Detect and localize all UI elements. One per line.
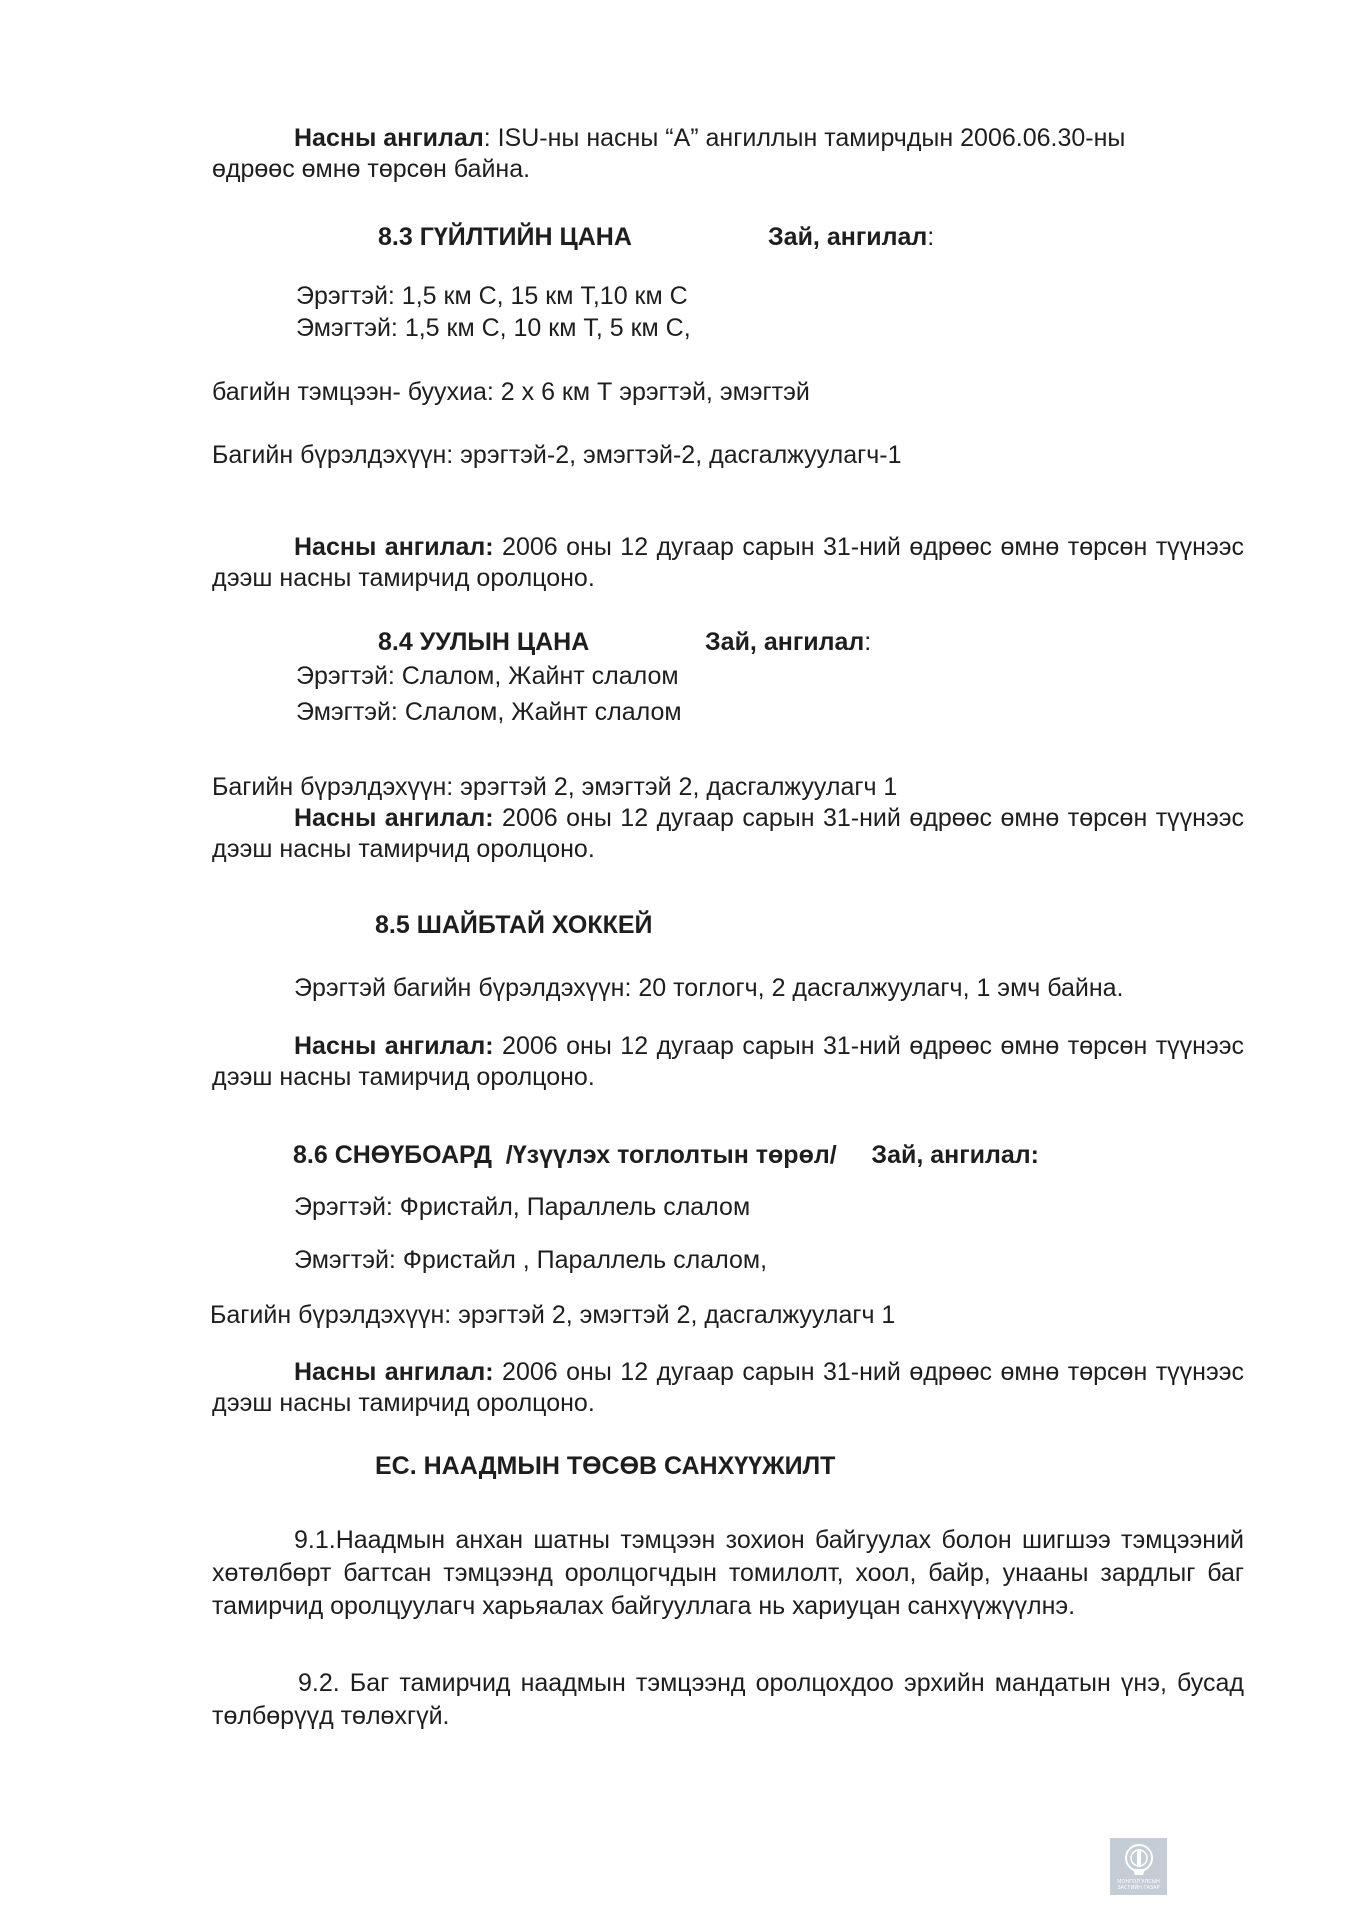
section-8-6-women: Эмэгтэй: Фристайл , Параллель слалом, — [294, 1246, 768, 1274]
section-8-3-distance-label — [768, 222, 934, 253]
age-class-text: 2006 оны 12 дугаар сарын 31-ний өдрөөс өмнө төрсөн түүнээс дээш насны тамирчид оролцоно. — [212, 1032, 1244, 1091]
age-class-text: 2006 оны 12 дугаар сарын 31-ний өдрөөс өмнө төрсөн түүнээс дээш насны тамирчид оролцоно. — [212, 804, 1244, 863]
section-9-heading: ЕС. НААДМЫН ТӨСӨВ САНХҮҮЖИЛТ — [375, 1452, 836, 1480]
age-class-line — [294, 123, 1125, 154]
state-emblem — [1110, 1838, 1167, 1895]
section-8-3-team: Багийн бүрэлдэхүүн: эрэгтэй-2, эмэгтэй-2, дасгалжуулагч-1 — [212, 441, 902, 469]
emblem-caption-2: ЗАСГИЙН ГАЗАР — [1117, 1884, 1160, 1891]
section-8-4-team: Багийн бүрэлдэхүүн: эрэгтэй 2, эмэгтэй 2, дасгалжуулагч 1 — [212, 773, 898, 801]
section-8-4-distance-label — [705, 627, 871, 658]
section-8-3-heading: 8.3 ГҮЙЛТИЙН ЦАНА — [378, 223, 632, 251]
section-8-4-women: Эмэгтэй: Слалом, Жайнт слалом — [296, 698, 682, 726]
state-emblem-icon — [1124, 1843, 1154, 1879]
age-class-line-2: өдрөөс өмнө төрсөн байна. — [212, 155, 531, 183]
section-8-6-heading: 8.6 СНӨҮБОАРД /Үзүүлэх тоглолтын төрөл/ Зай, ангилал: — [293, 1141, 1040, 1169]
section-9-2-text: 9.2. Баг тамирчид наадмын тэмцээнд оролцохдоо эрхийн мандатын үнэ, бусад төлбөрүүд төлөхгүй. — [212, 1669, 1244, 1730]
age-class-label: Насны ангилал: — [294, 533, 494, 561]
age-class-label: Насны ангилал — [294, 124, 484, 152]
age-class-text: 2006 оны 12 дугаар сарын 31-ний өдрөөс өмнө төрсөн түүнээс дээш насны тамирчид оролцоно. — [212, 1358, 1244, 1417]
section-8-4-men: Эрэгтэй: Слалом, Жайнт слалом — [296, 662, 679, 690]
section-8-6-team: Багийн бүрэлдэхүүн: эрэгтэй 2, эмэгтэй 2, дасгалжуулагч 1 — [210, 1301, 896, 1329]
distance-label-text: Зай, ангилал — [705, 628, 865, 656]
section-8-6-age-class — [212, 1357, 1244, 1419]
section-8-4-heading: 8.4 УУЛЫН ЦАНА — [378, 628, 590, 656]
section-8-3-women: Эмэгтэй: 1,5 км С, 10 км Т, 5 км С, — [296, 314, 691, 342]
section-8-3-men: Эрэгтэй: 1,5 км С, 15 км Т,10 км С — [296, 282, 688, 310]
section-8-4-age-class — [212, 803, 1244, 865]
section-8-5-age-class — [212, 1031, 1244, 1093]
section-8-3-relay: багийн тэмцээн- буухиа: 2 х 6 км Т эрэгтэй, эмэгтэй — [212, 378, 810, 406]
distance-label-text: Зай, ангилал — [768, 223, 928, 251]
section-8-3-age-class — [212, 532, 1244, 594]
section-8-5-team: Эрэгтэй багийн бүрэлдэхүүн: 20 тоглогч, 2 дасгалжуулагч, 1 эмч байна. — [294, 974, 1124, 1002]
distance-label-colon: : — [927, 223, 935, 251]
section-9-2-paragraph — [212, 1667, 1244, 1733]
age-class-label: Насны ангилал: — [294, 1032, 494, 1060]
distance-label-colon: : — [864, 628, 872, 656]
age-class-label: Насны ангилал: — [294, 1358, 494, 1386]
section-8-6-men: Эрэгтэй: Фристайл, Параллель слалом — [294, 1193, 751, 1221]
section-9-1-paragraph — [212, 1524, 1244, 1623]
section-8-5-heading: 8.5 ШАЙБТАЙ ХОККЕЙ — [375, 911, 653, 939]
age-class-label: Насны ангилал: — [294, 804, 494, 832]
age-class-text: 2006 оны 12 дугаар сарын 31-ний өдрөөс өмнө төрсөн түүнээс дээш насны тамирчид оролцоно. — [212, 533, 1244, 592]
emblem-caption-1: МОНГОЛ УЛСЫН — [1117, 1878, 1160, 1885]
age-class-text: : ISU-ны насны “A” ангиллын тамирчдын 2006.06.30-ны — [483, 124, 1126, 152]
section-9-1-text: 9.1.Наадмын анхан шатны тэмцээн зохион байгуулах болон шигшээ тэмцээний хөтөлбөрт багтсан тэмцээнд оролцогчдын томилолт, хоол, байр, унааны зардлыг баг тамирчид оролцуулагч харьяалах байгууллага нь хариуцан санхүүжүүлнэ. — [212, 1526, 1244, 1620]
